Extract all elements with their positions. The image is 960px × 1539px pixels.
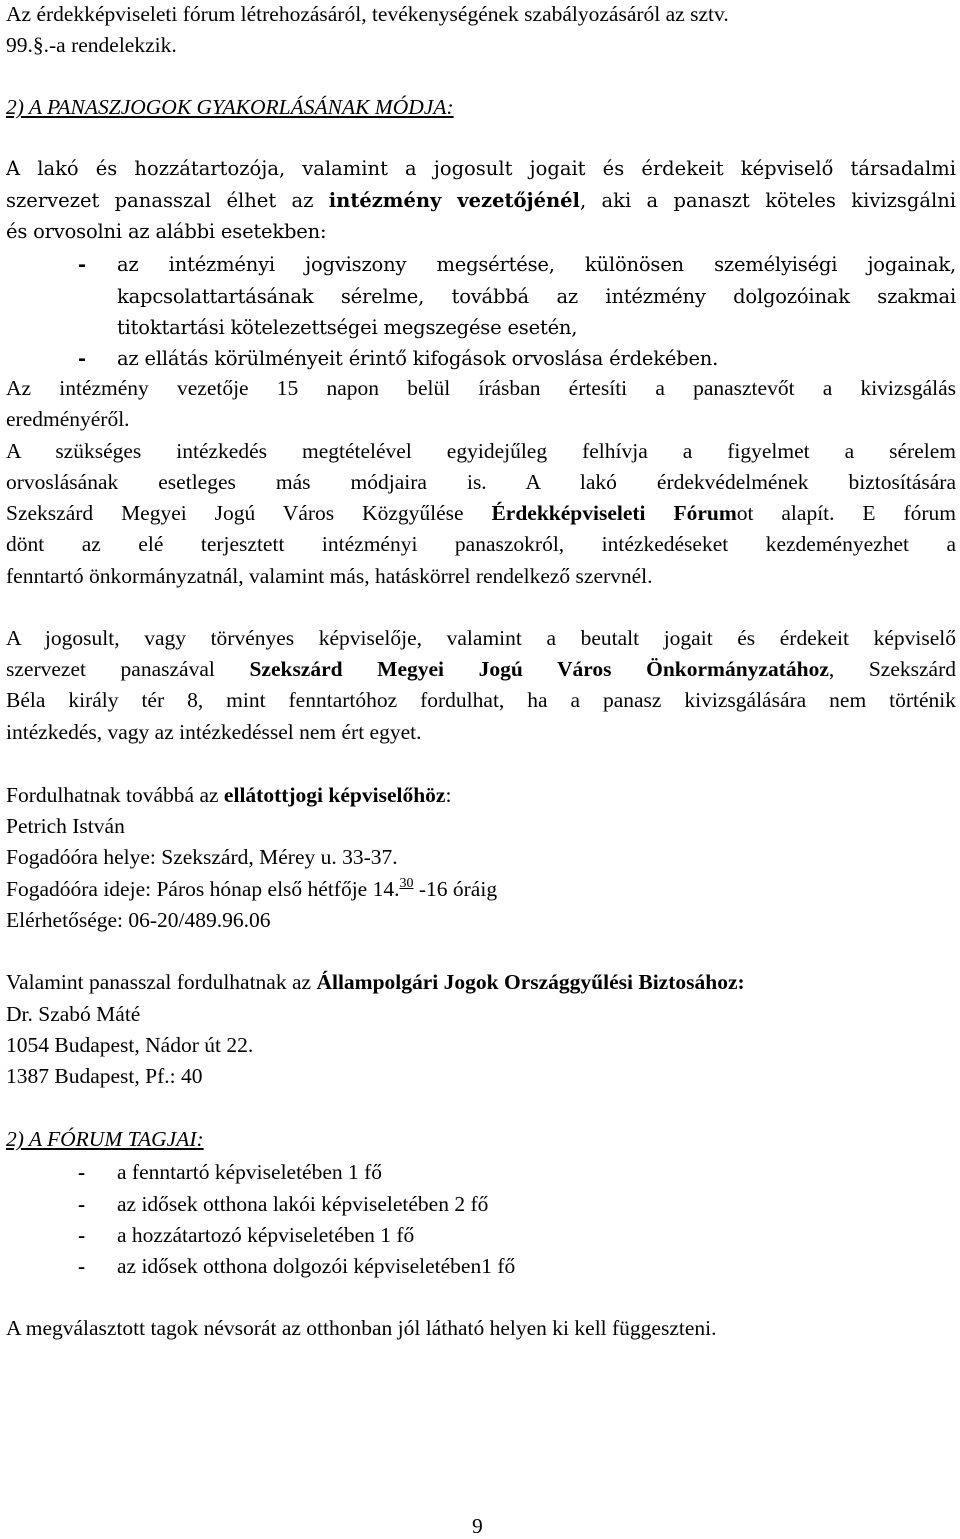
paragraph-3-line-3: Szekszárd Megyei Jogú Város Közgyűlése Érdekképviseleti Fórumot alapít. E fórum [6,501,957,525]
bullet-dash: - [78,1160,86,1184]
biztos-name: Dr. Szabó Máté [6,1002,141,1026]
page-number: 9 [472,1514,483,1538]
bullet-dash: - [78,1223,86,1247]
forum-member-text: az idősek otthona lakói képviseletében 2 fő [117,1192,489,1216]
highlight-intezmeny-vezetojenel: intézmény vezetőjénél [328,189,580,212]
bullet-dash: - [78,1192,86,1216]
highlight-ellatottjogi-kepviselo: ellátottjogi képviselőhöz [223,783,446,807]
bullet-1-line-1: az intézményi jogviszony megsértése, különösen személyiségi jogainak, [117,253,956,276]
ellatottjogi-time: Fogadóóra ideje: Páros hónap első hétfője 14.30 -16 óráig [6,876,498,901]
paragraph-3-line-4: dönt az elé terjesztett intézményi panaszokról, intézkedéseket kezdeményezhet a [6,532,956,556]
biztos-intro: Valamint panasszal fordulhatnak az Állampolgári Jogok Országgyűlési Biztosához: [6,970,745,994]
intro-line-2: 99.§.-a rendelekzik. [6,33,177,57]
paragraph-2-line-2: eredményéről. [6,407,130,431]
highlight-erdekkepviseleti-forum: Érdekképviseleti Fórum [491,501,737,525]
section-heading-panaszjogok: 2) A PANASZJOGOK GYAKORLÁSÁNAK MÓDJA: [6,95,454,119]
paragraph-3-line-5: fenntartó önkormányzatnál, valamint más, hatáskörrel rendelkező szervnél. [6,564,653,588]
time-superscript: 30 [399,876,414,891]
ellatottjogi-place: Fogadóóra helye: Szekszárd, Mérey u. 33-37. [6,845,398,869]
forum-member-text: a hozzátartozó képviseletében 1 fő [117,1223,415,1247]
paragraph-1-line-3: és orvosolni az alábbi esetekben: [6,220,327,243]
paragraph-1-line-2: szervezet panasszal élhet az intézmény vezetőjénél, aki a panaszt köteles kivizsgálni [6,189,956,212]
ellatottjogi-intro: Fordulhatnak továbbá az ellátottjogi képviselőhöz: [6,783,452,807]
bullet-2-line-1: az ellátás körülményeit érintő kifogások orvoslása érdekében. [117,347,719,370]
forum-member-text: az idősek otthona dolgozói képviseletében1 fő [117,1254,516,1278]
bullet-dash: - [78,347,86,370]
intro-line-1: Az érdekképviseleti fórum létrehozásáról, tevékenységének szabályozásáról az sztv. [6,2,729,26]
bullet-1-line-3: titoktartási kötelezettségei megszegése esetén, [117,316,578,339]
forum-member-text: a fenntartó képviseletében 1 fő [117,1160,383,1184]
bullet-dash: - [78,253,86,276]
biztos-address-2: 1387 Budapest, Pf.: 40 [6,1064,203,1088]
jogosult-line-2: szervezet panaszával Szekszárd Megyei Jogú Város Önkormányzatához, Szekszárd [6,657,956,681]
biztos-address-1: 1054 Budapest, Nádor út 22. [6,1033,254,1057]
bullet-1-line-2: kapcsolattartásának sérelme, továbbá az intézmény dolgozóinak szakmai [117,285,956,308]
bullet-dash: - [78,1254,86,1278]
jogosult-line-4: intézkedés, vagy az intézkedéssel nem ért egyet. [6,720,422,744]
paragraph-2-line-1: Az intézmény vezetője 15 napon belül írásban értesíti a panasztevőt a kivizsgálás [6,376,956,400]
closing-sentence: A megválasztott tagok névsorát az otthonban jól látható helyen ki kell függeszteni. [6,1316,717,1340]
paragraph-3-line-1: A szükséges intézkedés megtételével egyidejűleg felhívja a figyelmet a sérelem [6,439,956,463]
paragraph-3-line-2: orvoslásának esetleges más módjaira is. A lakó érdekvédelmének biztosítására [6,470,956,494]
section-heading-forum: 2) A FÓRUM TAGJAI: [6,1127,204,1151]
ellatottjogi-contact: Elérhetősége: 06-20/489.96.06 [6,908,271,932]
ellatottjogi-name: Petrich István [6,814,125,838]
highlight-onkormanyzat: Szekszárd Megyei Jogú Város Önkormányzatához [249,657,829,681]
jogosult-line-1: A jogosult, vagy törvényes képviselője, valamint a beutalt jogait és érdekeit képviselő [6,626,956,650]
paragraph-1-line-1: A lakó és hozzátartozója, valamint a jogosult jogait és érdekeit képviselő társadalmi [6,157,956,180]
highlight-allampolgari-biztos: Állampolgári Jogok Országgyűlési Biztosához: [316,970,745,994]
jogosult-line-3: Béla király tér 8, mint fenntartóhoz fordulhat, ha a panasz kivizsgálására nem történik [6,688,956,712]
